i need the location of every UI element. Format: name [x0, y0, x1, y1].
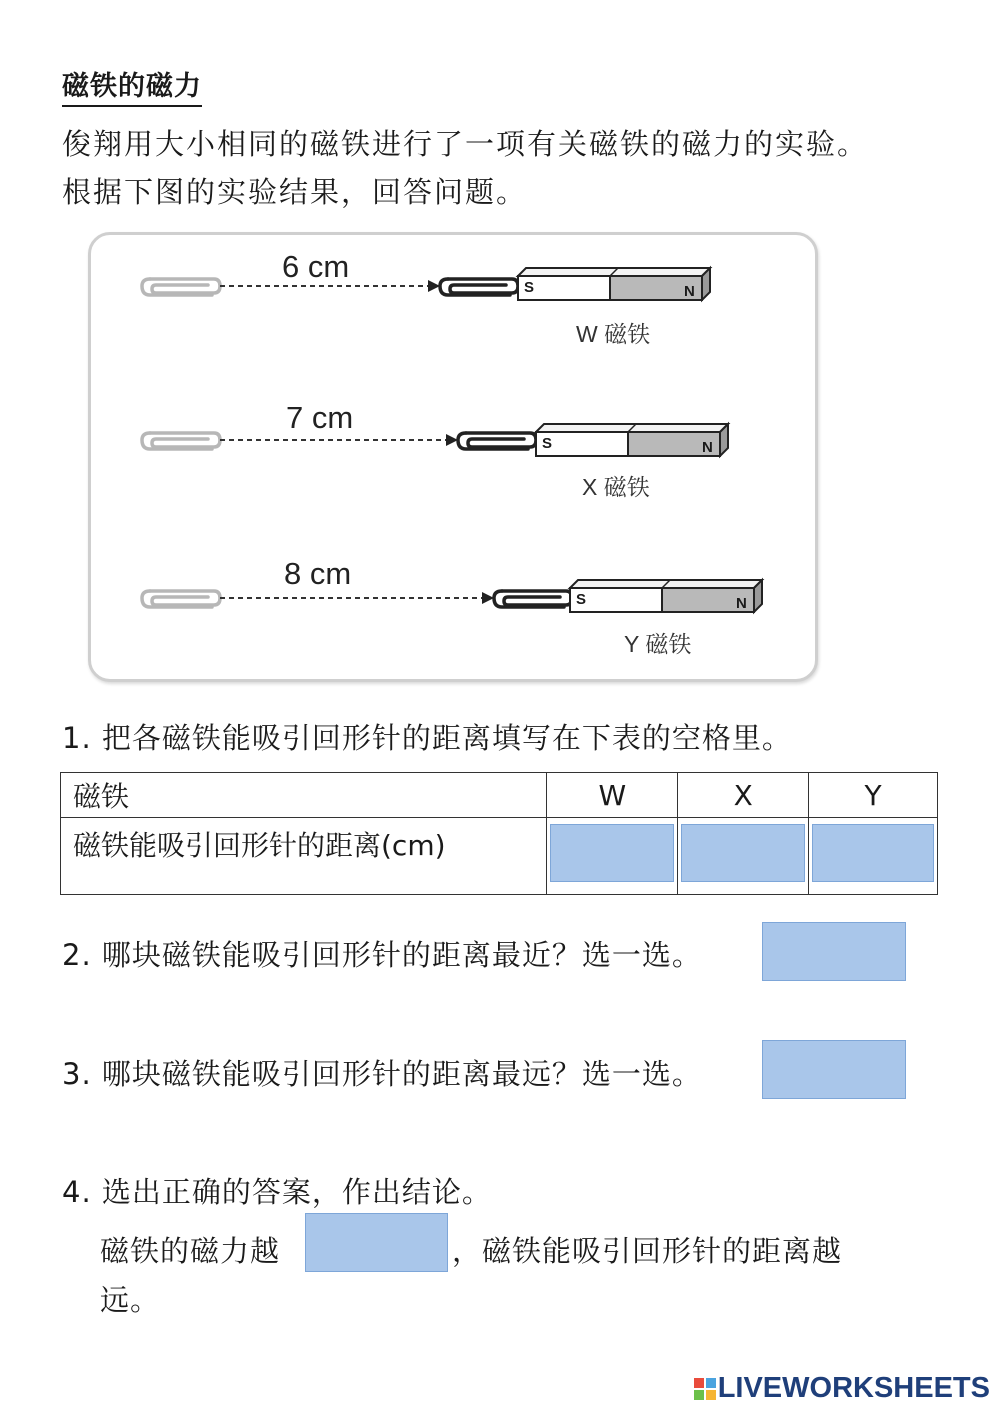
question-1: 1. 把各磁铁能吸引回形针的距离填写在下表的空格里。	[62, 721, 792, 755]
question-4: 4. 选出正确的答案，作出结论。	[62, 1175, 492, 1209]
table-row-label: 磁铁能吸引回形针的距离(cm)	[61, 818, 547, 895]
page-title: 磁铁的磁力	[62, 64, 202, 107]
table-cell-y	[809, 818, 938, 895]
answer-input-x[interactable]	[681, 824, 805, 882]
magnet-y	[570, 580, 762, 612]
pole-n-y: N	[736, 595, 747, 612]
table-col-w: W	[547, 773, 678, 818]
table-col-y: Y	[809, 773, 938, 818]
conclusion-before: 磁铁的磁力越	[100, 1234, 281, 1268]
magnet-x	[536, 424, 728, 456]
magnet-diagram	[0, 0, 1000, 700]
liveworksheets-icon	[694, 1378, 716, 1400]
answer-input-w[interactable]	[550, 824, 674, 882]
distance-label-y: 8 cm	[284, 556, 352, 591]
answer-select-q2[interactable]	[762, 922, 906, 981]
distance-label-w: 6 cm	[282, 249, 350, 284]
table-cell-w	[547, 818, 678, 895]
intro-line-2: 根据下图的实验结果，回答问题。	[62, 175, 528, 209]
row-w-left-clip	[142, 279, 220, 295]
row-x-attached-clip	[458, 433, 536, 449]
answer-select-q4[interactable]	[305, 1213, 448, 1272]
logo-text: LIVEWORKSHEETS	[717, 1372, 990, 1404]
distance-label-x: 7 cm	[286, 400, 354, 435]
pole-s-y: S	[576, 591, 587, 608]
row-w-attached-clip	[440, 279, 518, 295]
pole-s-w: S	[524, 279, 535, 296]
row-x-left-clip	[142, 433, 220, 449]
pole-s-x: S	[542, 435, 553, 452]
row-y-attached-clip	[494, 591, 572, 607]
pole-n-w: N	[684, 283, 695, 300]
conclusion-after: ，磁铁能吸引回形针的距离越	[452, 1234, 843, 1268]
conclusion-end: 远。	[100, 1283, 161, 1317]
pole-n-x: N	[702, 439, 713, 456]
answer-input-y[interactable]	[812, 824, 934, 882]
table-cell-x	[678, 818, 809, 895]
table-header-label: 磁铁	[61, 773, 547, 818]
table-col-x: X	[678, 773, 809, 818]
question-3: 3. 哪块磁铁能吸引回形针的距离最远？选一选。	[62, 1057, 702, 1091]
magnet-label-y: Y 磁铁	[624, 631, 692, 657]
distance-table	[60, 772, 938, 895]
magnet-w	[518, 268, 710, 300]
magnet-label-w: W 磁铁	[576, 321, 651, 347]
liveworksheets-logo	[694, 1372, 990, 1405]
question-2: 2. 哪块磁铁能吸引回形针的距离最近？选一选。	[62, 938, 702, 972]
row-y-left-clip	[142, 591, 220, 607]
answer-select-q3[interactable]	[762, 1040, 906, 1099]
magnet-label-x: X 磁铁	[582, 474, 650, 500]
intro-line-1: 俊翔用大小相同的磁铁进行了一项有关磁铁的磁力的实验。	[62, 127, 869, 161]
